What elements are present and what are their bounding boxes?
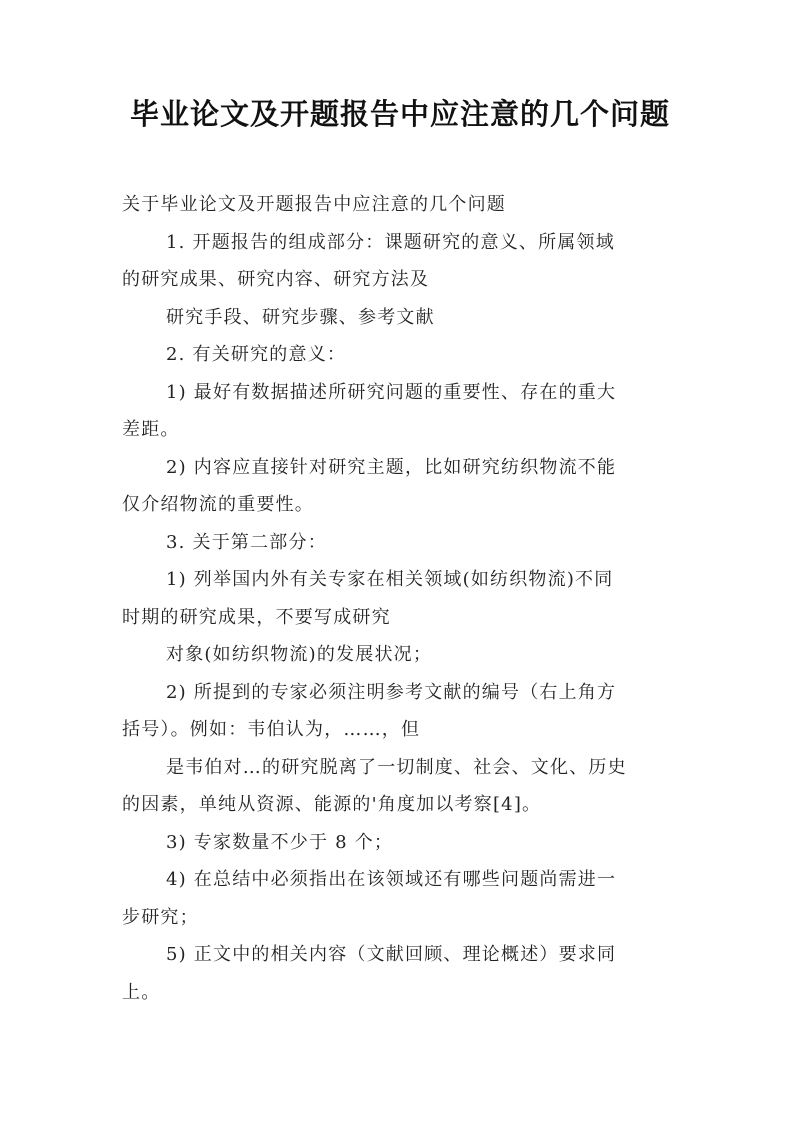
body-line: 2) 内容应直接针对研究主题，比如研究纺织物流不能	[166, 456, 617, 478]
body-line: 差距。	[122, 419, 180, 440]
body-line: 2) 所提到的专家必须注明参考文献的编号（右上角方	[166, 681, 617, 703]
body-line: 的因素，单纯从资源、能源的'角度加以考察[4]。	[122, 794, 542, 815]
body-line: 时期的研究成果，不要写成研究	[122, 606, 391, 628]
body-line: 1) 最好有数据描述所研究问题的重要性、存在的重大	[166, 381, 617, 403]
body-line: 步研究；	[122, 906, 199, 928]
body-line: 上。	[122, 981, 161, 1003]
body-line: 是韦伯对…的研究脱离了一切制度、社会、文化、历史	[166, 756, 627, 778]
body-line: 的研究成果、研究内容、研究方法及	[122, 269, 430, 290]
body-line: 对象(如纺织物流)的发展状况；	[166, 644, 433, 665]
body-line: 3. 关于第二部分：	[166, 531, 327, 553]
body-line: 1) 列举国内外有关专家在相关领域(如纺织物流)不同	[166, 569, 614, 590]
body-line: 括号）。例如：韦伯认为，……，但	[122, 719, 421, 740]
body-line: 1. 开题报告的组成部分：课题研究的意义、所属领域	[166, 231, 615, 253]
body-line: 研究手段、研究步骤、参考文献	[166, 306, 435, 328]
body-line: 仅介绍物流的重要性。	[122, 494, 314, 515]
body-line: 4) 在总结中必须指出在该领域还有哪些问题尚需进一	[166, 869, 617, 890]
document-title: 毕业论文及开题报告中应注意的几个问题	[129, 97, 670, 131]
body-line: 3) 专家数量不少于 8 个；	[166, 831, 394, 853]
body-line: 5) 正文中的相关内容（文献回顾、理论概述）要求同	[166, 944, 617, 965]
body-line: 关于毕业论文及开题报告中应注意的几个问题	[122, 194, 506, 215]
body-line: 2. 有关研究的意义：	[166, 344, 347, 365]
document-body	[122, 186, 688, 1011]
